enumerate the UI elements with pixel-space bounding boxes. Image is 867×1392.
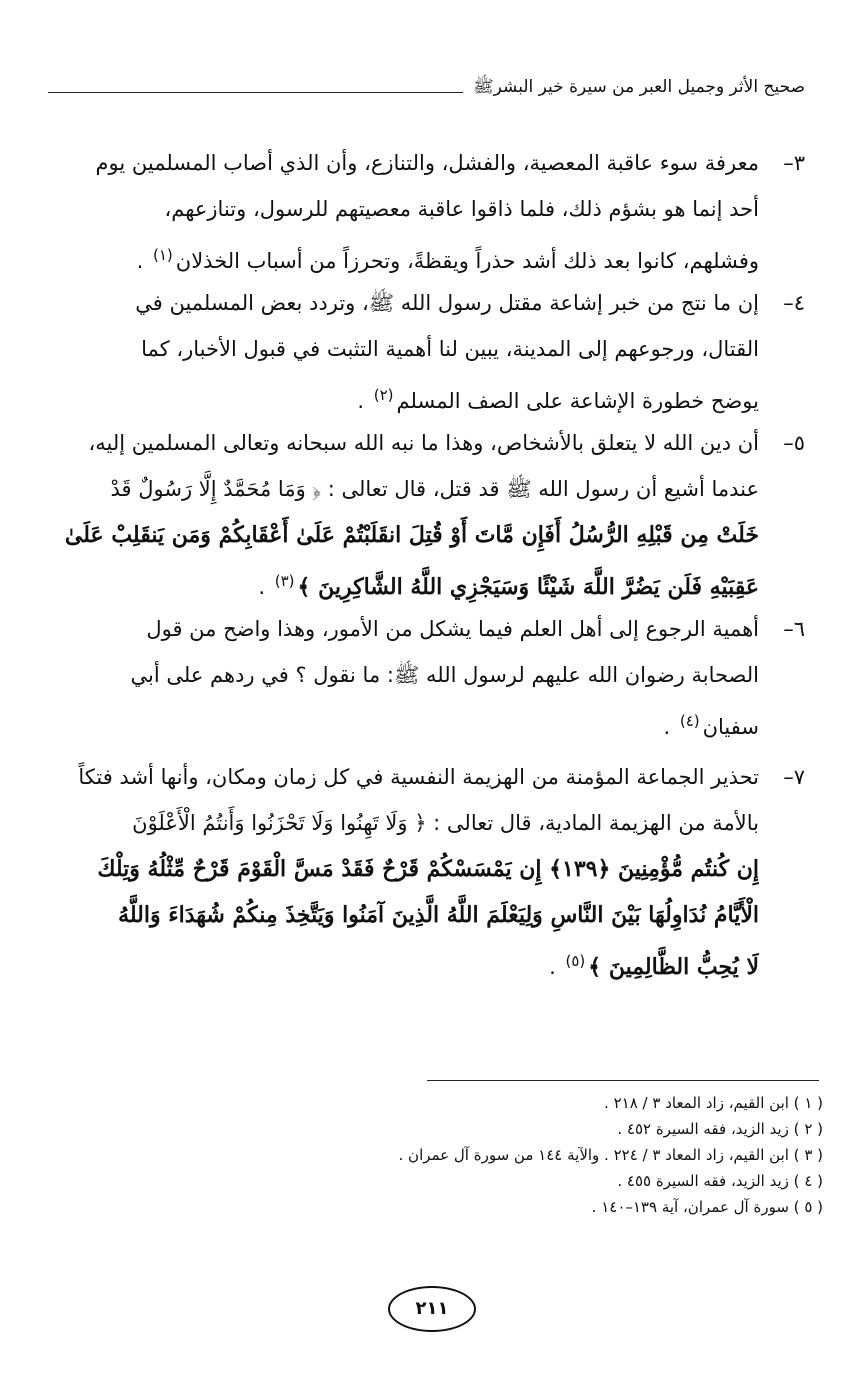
- quran-verse-line: إِن كُنتُم مُّؤْمِنِينَ ﴿١٣٩﴾ إِن يَمْسَسْكُمْ قَرْحٌ فَقَدْ مَسَّ الْقَوْمَ قَرْحٌ مِّثْلُهُ وَتِلْكَ: [97, 856, 759, 882]
- item-line: بالأمة من الهزيمة المادية، قال تعالى : ﴿ وَلَا تَهِنُوا وَلَا تَحْزَنُوا وَأَنتُمُ الْأَعْلَوْنَ: [132, 811, 759, 835]
- header-title: صحيح الأثر وجميل العبر من سيرة خير البشرﷺ: [473, 77, 805, 97]
- footnote-separator: [427, 1080, 819, 1081]
- footnote-ref[interactable]: (٢): [373, 386, 394, 404]
- quran-verse-line: الْأَيَّامُ نُدَاوِلُهَا بَيْنَ النَّاسِ وَلِيَعْلَمَ اللَّهُ الَّذِينَ آمَنُوا وَيَتَّخِذَ مِنكُمْ شُهَدَاءَ وَاللَّهُ: [118, 902, 759, 928]
- item-line: أن دين الله لا يتعلق بالأشخاص، وهذا ما نبه الله سبحانه وتعالى المسلمين إليه،: [88, 431, 759, 455]
- footnote-ref[interactable]: (١): [153, 246, 173, 264]
- quran-verse-line: عَقِبَيْهِ فَلَن يَضُرَّ اللَّهَ شَيْئًا وَسَيَجْزِي اللَّهُ الشَّاكِرِينَ ﴾: [297, 574, 759, 600]
- footnote: ( ١ ) ابن القيم، زاد المعاد ٣ / ٢١٨ .: [604, 1094, 823, 1112]
- footnotes: [52, 1090, 823, 1220]
- header-rule: [48, 92, 463, 93]
- item-number: ٥–: [783, 431, 805, 455]
- item-line-last: لَا يُحِبُّ الظَّالِمِينَ ﴾$^{(٥)}$ .: [549, 952, 759, 980]
- list-item-5: [52, 420, 805, 604]
- list-item-7: [52, 754, 805, 984]
- list-item-3: [52, 140, 805, 278]
- item-number: ٣–: [783, 151, 805, 175]
- footnote-ref[interactable]: (٤): [679, 712, 700, 730]
- item-number: ٤–: [783, 291, 805, 315]
- item-line-last: وفشلهم، كانوا بعد ذلك أشد حذراً ويقظةً، وتحرزاً من أسباب الخذلان$^{(١)}$ .: [136, 246, 759, 273]
- quran-verse-line: لَا يُحِبُّ الظَّالِمِينَ ﴾: [588, 954, 759, 980]
- footnote: ( ٤ ) زيد الزيد، فقه السيرة ٤٥٥ .: [617, 1172, 823, 1190]
- footnote: ( ٢ ) زيد الزيد، فقه السيرة ٤٥٢ .: [617, 1120, 823, 1138]
- item-line: معرفة سوء عاقبة المعصية، والفشل، والتنازع، وأن الذي أصاب المسلمين يوم: [95, 151, 759, 175]
- body-text: [52, 140, 805, 984]
- quran-verse-line: خَلَتْ مِن قَبْلِهِ الرُّسُلُ أَفَإِن مَّاتَ أَوْ قُتِلَ انقَلَبْتُمْ عَلَىٰ أَعْقَابِكُمْ وَمَن يَنقَلِبْ عَلَىٰ: [64, 522, 759, 548]
- item-line: أهمية الرجوع إلى أهل العلم فيما يشكل من الأمور، وهذا واضح من قول: [146, 617, 759, 641]
- item-line: عندما أشيع أن رسول الله ﷺ قد قتل، قال تعالى : ﴿ وَمَا مُحَمَّدٌ إِلَّا رَسُولٌ قَدْ: [110, 477, 759, 501]
- footnote-ref[interactable]: (٥): [565, 952, 586, 970]
- page-number: ٢١١: [388, 1286, 476, 1332]
- item-line-last: يوضح خطورة الإشاعة على الصف المسلم$^{(٢)}$ .: [357, 386, 759, 413]
- list-item-6: [52, 606, 805, 744]
- item-line: تحذير الجماعة المؤمنة من الهزيمة النفسية في كل زمان ومكان، وأنها أشد فتكاً: [78, 765, 759, 789]
- footnote: ( ٥ ) سورة آل عمران، آية ١٣٩–١٤٠ .: [591, 1198, 823, 1216]
- item-line: القتال، ورجوعهم إلى المدينة، يبين لنا أهمية التثبت في قبول الأخبار، كما: [141, 337, 759, 361]
- item-number: ٦–: [783, 617, 805, 641]
- list-item-4: [52, 280, 805, 418]
- footnote-ref[interactable]: (٣): [274, 572, 295, 590]
- running-header: [48, 72, 805, 98]
- item-number: ٧–: [783, 765, 805, 789]
- item-line-last: سفيان$^{(٤)}$ .: [663, 712, 759, 739]
- item-line-last: عَقِبَيْهِ فَلَن يَضُرَّ اللَّهَ شَيْئًا وَسَيَجْزِي اللَّهُ الشَّاكِرِينَ ﴾$^{(٣)}$ .: [258, 572, 759, 600]
- item-line: الصحابة رضوان الله عليهم لرسول الله ﷺ: ما نقول ؟ في ردهم على أبي: [130, 663, 759, 687]
- footnote: ( ٣ ) ابن القيم، زاد المعاد ٣ / ٢٢٤ . والآية ١٤٤ من سورة آل عمران .: [398, 1146, 823, 1164]
- item-line: إن ما نتج من خبر إشاعة مقتل رسول الله ﷺ، وتردد بعض المسلمين في: [135, 291, 759, 315]
- item-line: أحد إنما هو بشؤم ذلك، فلما ذاقوا عاقبة معصيتهم للرسول، وتنازعهم،: [164, 197, 759, 221]
